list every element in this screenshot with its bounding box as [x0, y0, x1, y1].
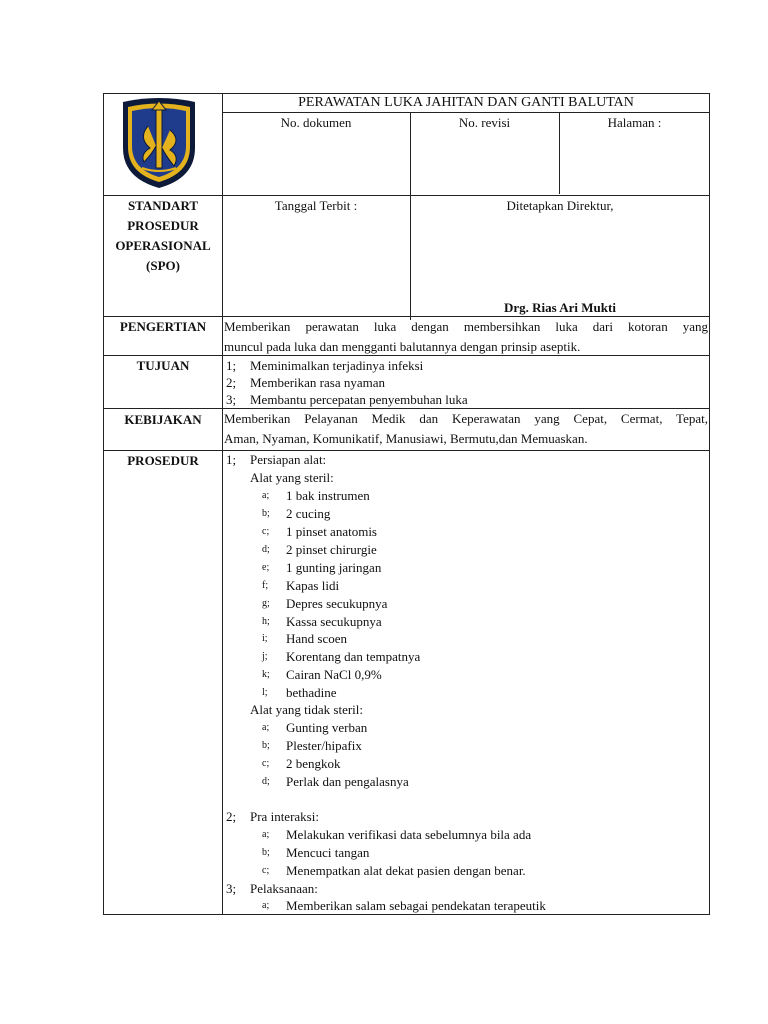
steril-item: 1 gunting jaringan [286, 560, 382, 575]
steril-item: Depres secukupnya [286, 596, 388, 611]
steril-letter: f; [262, 580, 269, 591]
tujuan-item-2: Memberikan rasa nyaman [250, 375, 386, 390]
tujuan-num-3: 3; [226, 392, 237, 407]
step-2-num: 2; [226, 809, 237, 824]
steril-letter: h; [262, 616, 270, 627]
steril-item: bethadine [286, 685, 337, 700]
steril-letter: a; [262, 490, 270, 501]
steril-item: Kapas lidi [286, 578, 340, 593]
step-1-text: Persiapan alat: [250, 452, 327, 467]
steril-item: 1 pinset anatomis [286, 524, 377, 539]
tujuan-num-2: 2; [226, 375, 237, 390]
tidak-steril-item: Plester/hipafix [286, 738, 362, 753]
alat-steril-heading: Alat yang steril: [250, 470, 334, 485]
step-3-num: 3; [226, 881, 237, 896]
spo-label-line1: STANDART [127, 198, 199, 213]
steril-item: Cairan NaCl 0,9% [286, 667, 382, 682]
pelaksanaan-item: Memberikan salam sebagai pendekatan terapeutik [286, 898, 546, 913]
pra-item: Mencuci tangan [286, 845, 370, 860]
tujuan-item-1: Meminimalkan terjadinya infeksi [250, 358, 424, 373]
pra-letter: c; [262, 865, 270, 876]
no-revisi-label: No. revisi [458, 115, 511, 130]
steril-item: Korentang dan tempatnya [286, 649, 421, 664]
document-title: PERAWATAN LUKA JAHITAN DAN GANTI BALUTAN [298, 95, 634, 110]
spo-label-line3: OPERASIONAL [115, 238, 211, 253]
steril-letter: e; [262, 562, 270, 573]
tidak-steril-letter: c; [262, 758, 270, 769]
director-name: Drg. Rias Ari Mukti [504, 300, 616, 315]
steril-letter: j; [262, 651, 268, 662]
steril-item: 2 cucing [286, 506, 331, 521]
no-dokumen-label: No. dokumen [280, 115, 352, 130]
step-1-num: 1; [226, 452, 237, 467]
tujuan-item-3: Membantu percepatan penyembuhan luka [250, 392, 468, 407]
steril-item: 1 bak instrumen [286, 488, 370, 503]
tujuan-num-1: 1; [226, 358, 237, 373]
alat-tidak-steril-heading: Alat yang tidak steril: [250, 702, 364, 717]
tidak-steril-letter: d; [262, 776, 270, 787]
spo-label-line2: PROSEDUR [127, 218, 199, 233]
step-2-text: Pra interaksi: [250, 809, 319, 824]
tidak-steril-item: 2 bengkok [286, 756, 341, 771]
steril-letter: c; [262, 526, 270, 537]
halaman-label: Halaman : [607, 115, 662, 130]
prosedur-label: PROSEDUR [127, 453, 199, 468]
pengertian-line1: Memberikan perawatan luka dengan membersihkan luka dari kotoran yang [224, 319, 708, 334]
steril-letter: d; [262, 544, 270, 555]
kebijakan-label: KEBIJAKAN [124, 412, 202, 427]
col-divider-main [222, 94, 223, 914]
kebijakan-line2: Aman, Nyaman, Komunikatif, Manusiawi, Bermutu,dan Memuaskan. [224, 431, 588, 446]
spo-label-line4: (SPO) [146, 258, 180, 273]
pra-item: Melakukan verifikasi data sebelumnya bila ada [286, 827, 532, 842]
ditetapkan-direktur-label: Ditetapkan Direktur, [506, 198, 614, 213]
steril-item: Hand scoen [286, 631, 348, 646]
pra-letter: b; [262, 847, 270, 858]
pra-letter: a; [262, 829, 270, 840]
row-divider-title [222, 112, 710, 113]
pra-item: Menempatkan alat dekat pasien dengan benar. [286, 863, 526, 878]
spo-document [103, 93, 710, 915]
steril-item: 2 pinset chirurgie [286, 542, 377, 557]
tanggal-terbit-label: Tanggal Terbit : [274, 198, 358, 213]
steril-letter: k; [262, 669, 270, 680]
steril-letter: l; [262, 687, 268, 698]
tidak-steril-item: Gunting verban [286, 720, 368, 735]
steril-letter: g; [262, 598, 270, 609]
pengertian-label: PENGERTIAN [119, 319, 207, 334]
pelaksanaan-letter: a; [262, 900, 270, 911]
tujuan-label: TUJUAN [136, 358, 190, 373]
tidak-steril-letter: b; [262, 740, 270, 751]
tidak-steril-item: Perlak dan pengalasnya [286, 774, 409, 789]
surabaya-emblem-logo [118, 96, 200, 190]
tidak-steril-letter: a; [262, 722, 270, 733]
kebijakan-line1: Memberikan Pelayanan Medik dan Keperawatan yang Cepat, Cermat, Tepat, [224, 411, 708, 426]
step-3-text: Pelaksanaan: [250, 881, 318, 896]
pengertian-line2: muncul pada luka dan mengganti balutannya dengan prinsip aseptik. [224, 339, 581, 354]
col-divider-dokumen [410, 112, 411, 320]
steril-letter: b; [262, 508, 270, 519]
steril-letter: i; [262, 633, 268, 644]
steril-item: Kassa secukupnya [286, 614, 382, 629]
